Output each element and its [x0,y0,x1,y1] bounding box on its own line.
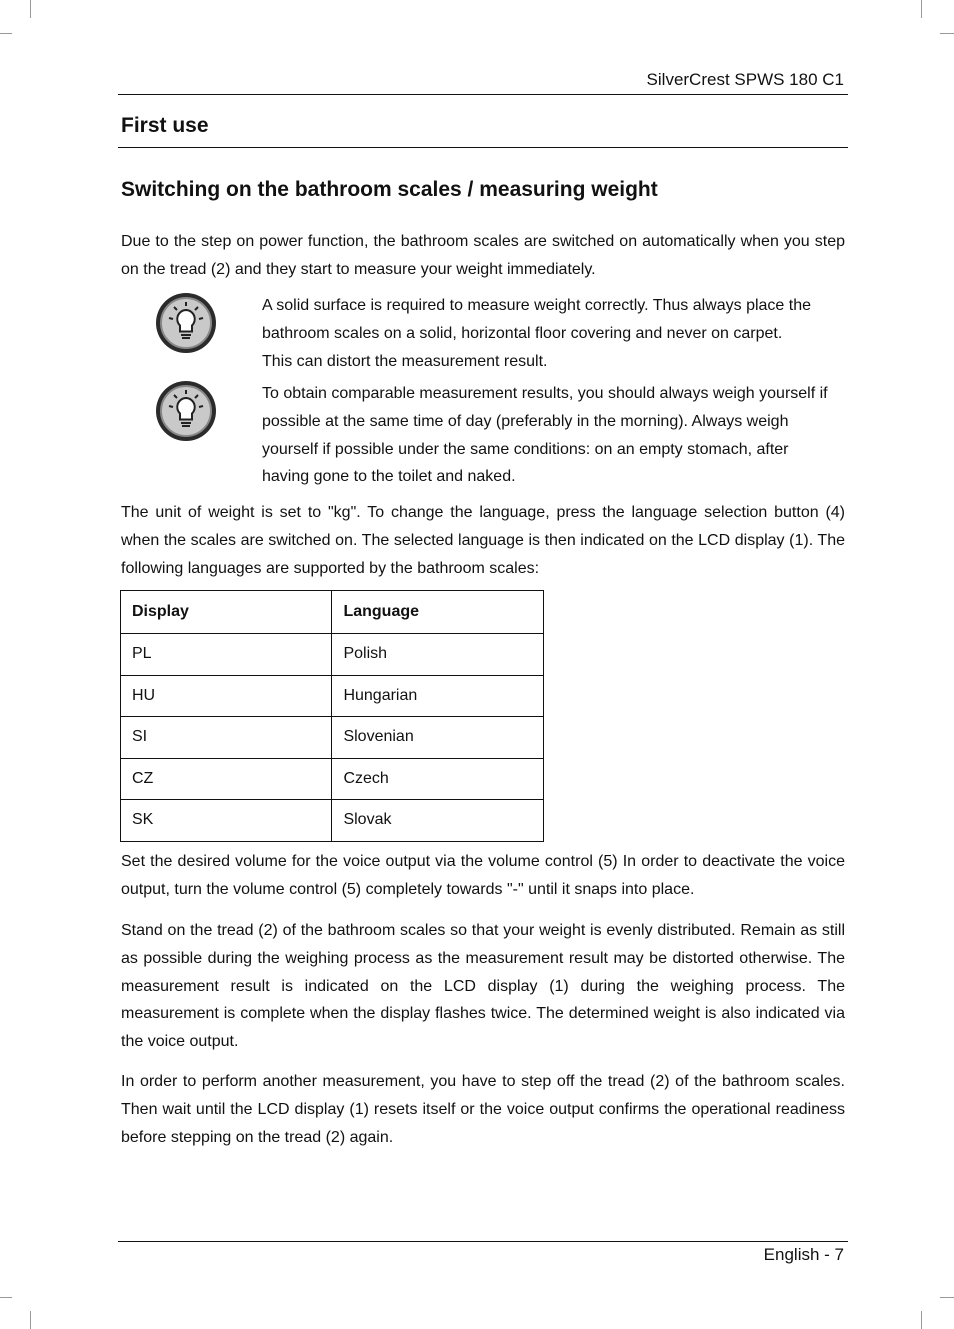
crop-mark [30,0,31,18]
language-name: Hungarian [332,675,544,717]
header-rule [118,94,848,95]
lightbulb-icon [154,291,218,355]
language-name: Czech [332,758,544,800]
table-row [121,634,544,676]
crop-mark [940,1297,954,1298]
tip-timing [262,380,837,491]
intro-paragraph: Due to the step on power function, the bathroom scales are switched on automatically when you step on the tread (2) and they start to measure your weight immediately. [121,233,845,278]
crop-mark [30,1311,31,1329]
crop-mark [0,33,12,34]
table-row [121,758,544,800]
display-code: HU [121,675,332,717]
column-header-display: Display [121,591,332,634]
crop-mark [921,0,922,18]
crop-mark [0,1297,12,1298]
tip-text: This can distort the measurement result. [262,352,548,370]
section-rule [118,147,848,148]
tip-text: A solid surface is required to measure weight correctly. Thus always place the bathroom scales on a solid, horizontal floor covering and never on carpet. [262,297,811,342]
subsection-title: Switching on the bathroom scales / measuring weight [121,178,658,201]
display-code: PL [121,634,332,676]
table-row [121,717,544,759]
display-code: SI [121,717,332,759]
column-header-language: Language [332,591,544,634]
display-code: SK [121,800,332,842]
section-title: First use [121,114,209,137]
language-name: Slovenian [332,717,544,759]
page-number: English - 7 [763,1245,844,1264]
tip-text: To obtain comparable measurement results, you should always weigh yourself if possible at the same time of day (preferably in the morning). Always weigh yourself if possible under the same conditions: on an empty stomach, after having gone to the toilet and naked. [262,385,828,486]
crop-mark [940,33,954,34]
language-name: Polish [332,634,544,676]
another-measurement-paragraph: In order to perform another measurement, you have to step off the tread (2) of the bathroom scales. Then wait until the LCD display (1) resets itself or the voice output confirms the operational readiness before stepping on the tread (2) again. [121,1073,845,1146]
tip-surface [262,292,842,375]
unit-paragraph: The unit of weight is set to "kg". To change the language, press the language selection button (4) when the scales are switched on. The selected language is then indicated on the LCD display (1). The following languages are supported by the bathroom scales: [121,504,845,577]
footer-rule [118,1241,848,1242]
volume-paragraph: Set the desired volume for the voice output via the volume control (5) In order to deactivate the voice output, turn the volume control (5) completely towards "-" until it snaps into place. [121,853,845,898]
language-name: Slovak [332,800,544,842]
crop-mark [921,1311,922,1329]
table-row [121,675,544,717]
table-header-row [121,591,544,634]
table-row [121,800,544,842]
lightbulb-icon [154,379,218,443]
stand-paragraph: Stand on the tread (2) of the bathroom scales so that your weight is evenly distributed. Remain as still as possible during the weighing process as the measurement result may be distorted otherwise. The measurement result is indicated on the LCD display (1) during the weighing process. The measurement is complete when the display flashes twice. The determined weight is also indicated via the voice output. [121,922,845,1051]
language-table [120,590,544,842]
header-product-name: SilverCrest SPWS 180 C1 [646,70,844,89]
display-code: CZ [121,758,332,800]
